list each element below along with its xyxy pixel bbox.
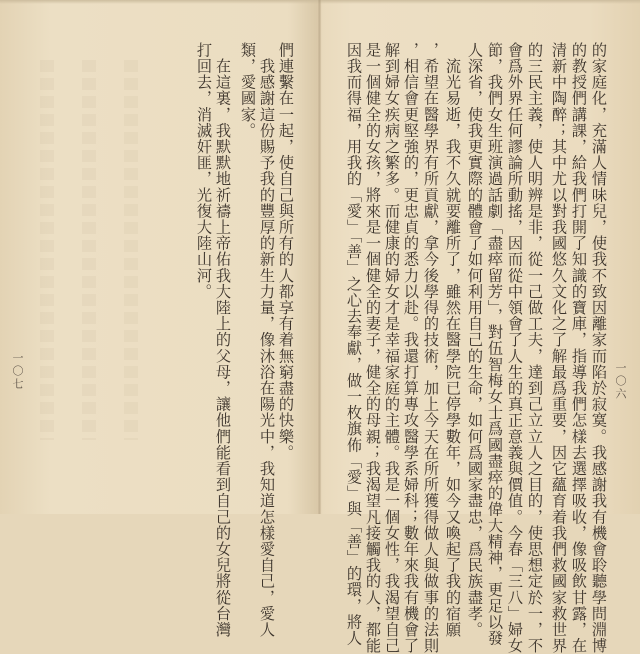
page-number-right: 一〇六 [614, 362, 627, 401]
text-column: 在這裏，我默默地祈禱上帝佑我大陸上的父母，讓他們能看到自己的女兒將從台灣 [214, 42, 232, 638]
text-column: 是一個健全的女孩，將來是一個健全的妻子，健全的母親；我渴望凡接觸我的人，都能 [364, 42, 382, 654]
text-column: 的家庭化，充滿人情味兒，使我不致因離家而陷於寂寞。我感謝我有機會聆聽學問淵博 [590, 42, 608, 654]
text-column: 人深省，使我更實際的體會了如何利用自己的生命，如何爲國家盡忠，爲民族盡孝。 [466, 42, 484, 638]
text-column: 們連繫在一起，使自己與所有的人都享有着無窮盡的快樂。 [277, 42, 295, 461]
bleed-through-shadow [124, 60, 138, 440]
bleed-through-shadow [40, 60, 54, 440]
text-column: ，希望在醫學界有所貢獻，拿今後學得的技術，加上今天在所所獲得做人與做事的法則 [422, 42, 440, 654]
page-number-left: 一〇七 [11, 352, 24, 391]
text-column: 因我而得福，用我的「愛」「善」之心去奉獻，做一枚旗佈「愛」與「善」的環，將人 [345, 42, 363, 647]
text-column: ，相信會更堅強的，更忠貞的悉力以赴。我還打算專攻醫學系婦科；數年來我有機會了 [402, 42, 420, 654]
text-column: 解到婦女疾病之繁多。而健康的婦女才是幸福家庭的主體。我是一個女性，我渴望自己 [383, 42, 401, 654]
text-column: 類，愛國家。 [239, 42, 257, 139]
text-column: 節，我們女生班演過話劇「盡瘁留芳」，對伍智梅女士爲國盡瘁的偉大精神，更足以發 [486, 42, 504, 647]
text-column: 的教授們講課，給我們打開了知識的寶庫，指導我們怎樣去選擇吸收，像吸飲甘露，在 [570, 42, 588, 654]
text-column: 我感謝這份賜予我的豐厚的新生力量，像沐浴在陽光中，我知道怎樣愛自己，愛人 [258, 42, 276, 638]
left-page [0, 0, 320, 638]
text-column: 會爲外界任何謬論所動搖，因而從中領會了人生的真正意義與價值。今春「三八」婦女 [506, 42, 524, 654]
text-column: 打回去，消滅奸匪，光復大陸山河。 [195, 42, 213, 300]
text-column: 清新中陶醉；其中尤以對我國悠久文化之了解最爲重要，因它蘊育着我們救國家救世界 [550, 42, 568, 654]
text-column: 的三民主義，使人明辨是非，從一己做工夫，達到己立立人之目的，使思想定於一，不 [526, 42, 544, 654]
text-column: 流光易逝，我不久就要離所了，雖然在醫學院已停學數年，如今又喚起了我的宿願 [444, 42, 462, 638]
right-page [320, 0, 640, 654]
bleed-through-shadow [82, 60, 96, 440]
